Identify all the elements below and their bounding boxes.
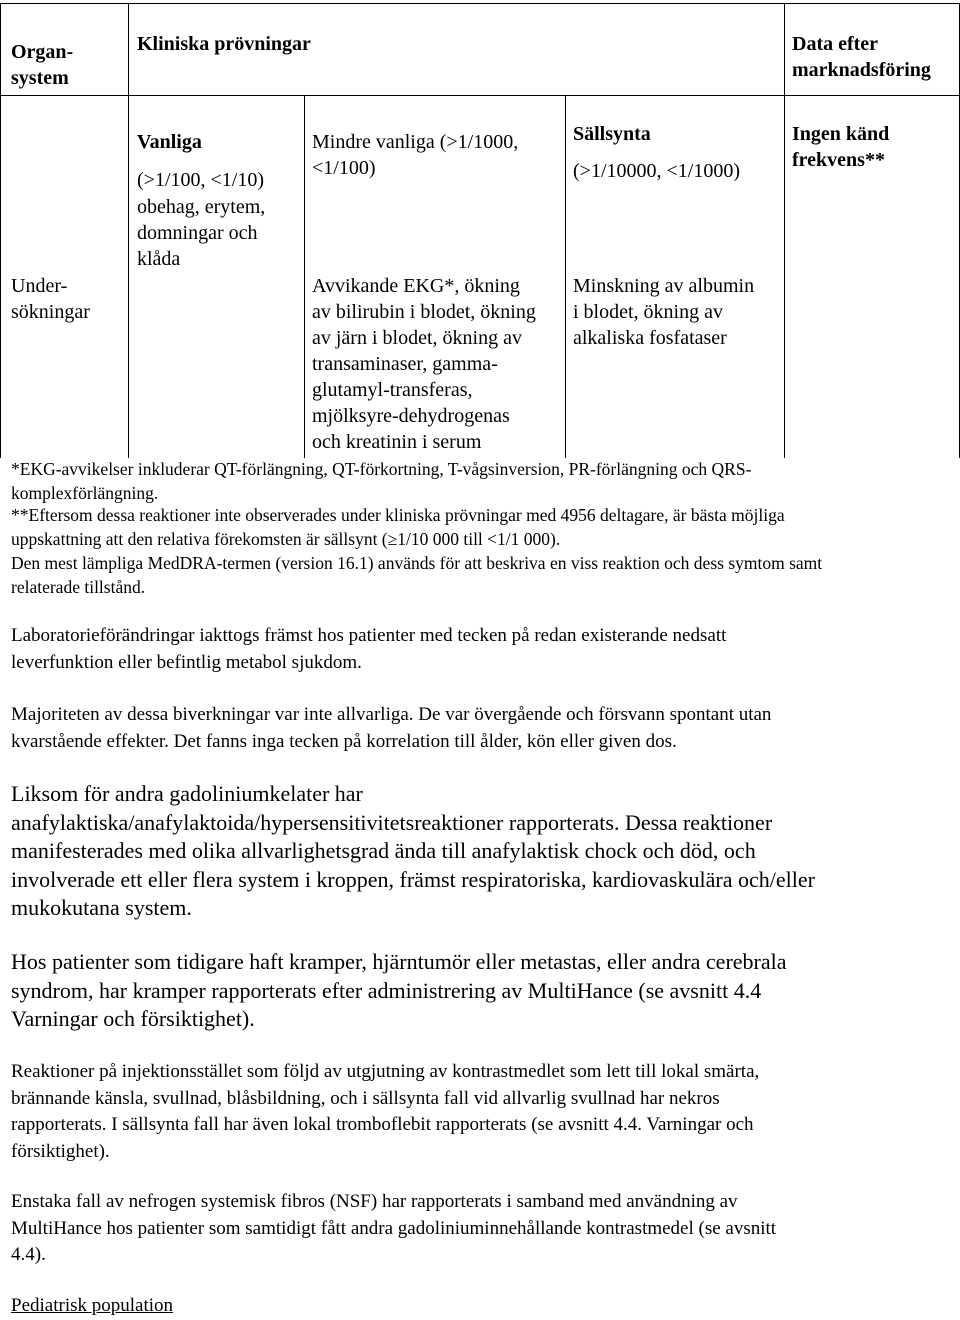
- paragraph-seizures: Hos patienter som tidigare haft kramper, hjärntumör eller metastas, eller andra cerebrala syndrom, har kramper rapporterats efter administrering av MultiHance (se avsnitt 4.4 Varningar och försiktighet).: [11, 949, 787, 1031]
- header-clinical-trials: Kliniska prövningar: [137, 33, 311, 55]
- paragraph-lab-changes: Laboratorieförändringar iakttogs främst hos patienter med tecken på redan existerande nedsatt leverfunktion eller befintlig metabol sjukdom.: [11, 625, 727, 673]
- paragraph-injection-site: Reaktioner på injektionsstället som följd av utgjutning av kontrastmedlet som lett till lokal smärta, brännande känsla, svullnad, blåsbildning, och i sällsynta fall vid allvarlig svullnad har nekros rapporterats. I sällsynta fall har även lokal tromboflebit rapporterats (se avsnitt 4.4. Varningar och försiktighet).: [11, 1061, 760, 1162]
- row-uncommon-reactions: Avvikande EKG*, ökning av bilirubin i blodet, ökning av järn i blodet, ökning av transaminaser, gamma- glutamyl-transferas, mjölksyre-dehydrogenas och kreatinin i serum: [312, 275, 536, 453]
- header-organ-system: Organ- system: [11, 41, 74, 89]
- table-header-divider: [0, 95, 960, 96]
- freq-uncommon: Mindre vanliga (>1/1000, <1/100): [312, 131, 519, 179]
- adverse-reactions-table: [0, 0, 960, 458]
- row-rare-reactions: Minskning av albumin i blodet, ökning av alkaliska fosfataser: [573, 275, 755, 349]
- table-col-divider-1: [128, 3, 129, 458]
- paragraph-majority: Majoriteten av dessa biverkningar var inte allvarliga. De var övergående och försvann spontant utan kvarstående effekter. Det fanns inga tecken på korrelation till ålder, kön eller given dos.: [11, 704, 772, 752]
- freq-rare-label: Sällsynta: [573, 123, 651, 145]
- paragraph-nsf: Enstaka fall av nefrogen systemisk fibros (NSF) har rapporterats i samband med användning av MultiHance hos patienter som samtidigt fått andra gadoliniuminnehållande kontrastmedel (se avsnitt 4.4).: [11, 1191, 777, 1265]
- table-col-divider-2: [304, 95, 305, 458]
- footnote-frequency: **Eftersom dessa reaktioner inte observerades under kliniska prövningar med 4956 deltagare, är bästa möjliga uppskattning att den relativa förekomsten är sällsynt (≥1/10 000 till <1/1 000).: [11, 505, 785, 549]
- freq-common-label: Vanliga: [137, 131, 202, 153]
- table-border-left: [0, 3, 1, 458]
- heading-pediatric-population: Pediatrisk population: [11, 1295, 174, 1316]
- row-common-reactions: obehag, erytem, domningar och klåda: [137, 196, 266, 270]
- row-organ-investigations: Under- sökningar: [11, 275, 90, 323]
- footnote-ekg: *EKG-avvikelser inkluderar QT-förlängning, QT-förkortning, T-vågsinversion, PR-förlängning och QRS- komplexförlängning.: [11, 459, 752, 503]
- freq-common-range: (>1/100, <1/10): [137, 169, 264, 191]
- header-post-marketing: Data efter marknadsföring: [792, 33, 931, 81]
- paragraph-anaphylaxis: Liksom för andra gadoliniumkelater har anafylaktiska/anafylaktoida/hypersensitivitetsreaktioner rapporterats. Dessa reaktioner manifesterades med olika allvarlighetsgrad ända till anafylaktisk chock och död, och involverade ett eller flera system i kroppen, främst respiratoriska, kardiovaskulära och/eller mukokutana system.: [11, 781, 815, 920]
- table-col-divider-3: [565, 95, 566, 458]
- freq-rare-range: (>1/10000, <1/1000): [573, 160, 740, 182]
- table-col-divider-4: [784, 3, 785, 458]
- freq-unknown: Ingen känd frekvens**: [792, 123, 890, 171]
- footnote-meddra: Den mest lämpliga MedDRA-termen (version 16.1) används för att beskriva en viss reaktion och dess symtom samt relaterade tillstånd.: [11, 553, 823, 597]
- table-border-top: [0, 3, 960, 4]
